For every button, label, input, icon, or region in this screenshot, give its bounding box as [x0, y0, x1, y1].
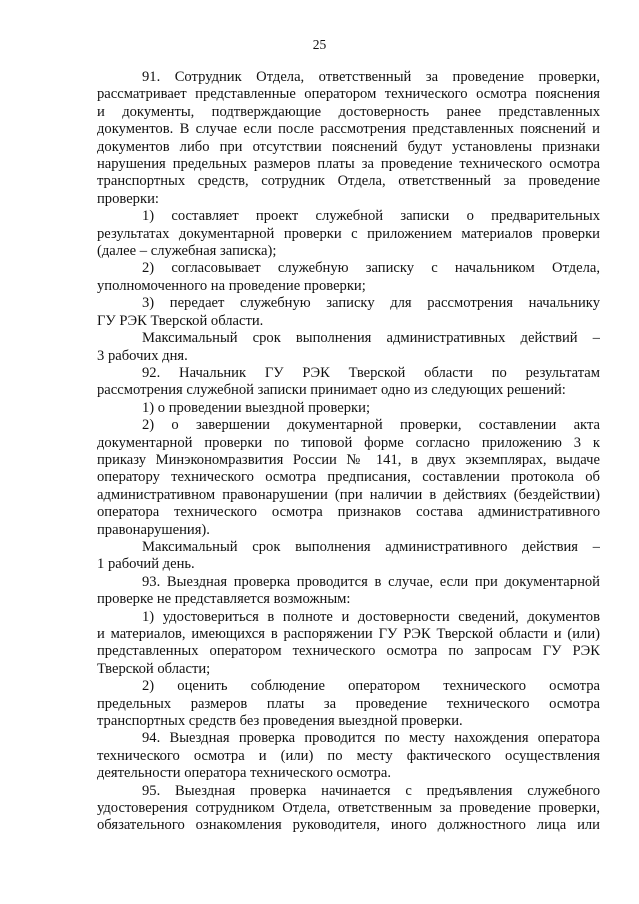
text-line: представленных оператором технического осмотра по запросам ГУ РЭК — [97, 643, 600, 660]
text-line: ГУ РЭК Тверской области. — [97, 312, 264, 329]
text-line: нарушения предельных размеров платы за проведение технического осмотра — [97, 156, 600, 173]
text-line: правонарушения). — [97, 521, 210, 538]
text-line: 91. Сотрудник Отдела, ответственный за проведение проверки, — [142, 69, 600, 85]
text-line: обязательного ознакомления руководителя, иного должностного лица или — [97, 817, 600, 834]
text-line: предельных размеров платы за проведение технического осмотра — [97, 695, 600, 712]
text-line: транспортных средств без проведения выездной проверки. — [97, 713, 463, 730]
text-line: результатах документарной проверки с приложением материалов проверки — [97, 225, 600, 242]
text-line: рассматривает представленные оператором технического осмотра пояснения — [97, 86, 600, 103]
text-line: и документы, подтверждающие достоверность ранее представленных — [97, 103, 600, 120]
text-line: 2) оценить соблюдение оператором технического осмотра — [142, 678, 600, 695]
text-line: проверке не представляется возможным: — [97, 591, 351, 608]
text-line: 3 рабочих дня. — [97, 347, 188, 364]
text-line: 1) удостовериться в полноте и достоверности сведений, документов — [142, 608, 600, 625]
text-line: рассмотрения служебной записки принимает одно из следующих решений: — [97, 382, 566, 399]
text-line: 95. Выездная проверка начинается с предъявления служебного — [142, 782, 600, 799]
text-line: (далее – служебная записка); — [97, 243, 277, 260]
text-line: Тверской области; — [97, 660, 211, 677]
text-line: 2) о завершении документарной проверки, составлении акта — [142, 417, 600, 434]
text-line: 3) передает служебную записку для рассмотрения начальнику — [142, 295, 600, 312]
text-line: транспортных средств, сотрудник Отдела, ответственный за проведение — [97, 173, 600, 190]
text-line: удостоверения сотрудником Отдела, ответственным за проведение проверки, — [97, 800, 600, 817]
text-line: 1) составляет проект служебной записки о предварительных — [142, 208, 600, 225]
text-line: и материалов, имеющихся в распоряжении ГУ РЭК Тверской области и (или) — [97, 626, 600, 642]
text-line: 1) о проведении выездной проверки; — [142, 399, 371, 416]
text-line: 92. Начальник ГУ РЭК Тверской области по результатам — [142, 364, 600, 381]
text-line: 93. Выездная проверка проводится в случае, если при документарной — [142, 573, 600, 590]
text-line: документов. В случае если после рассмотрения представленных пояснений и — [97, 121, 600, 138]
text-line: уполномоченного на проведение проверки; — [97, 277, 366, 294]
text-line: документов либо при отсутствии пояснений будут установлены признаки — [97, 138, 600, 155]
text-line: технического осмотра и (или) по месту фактического осуществления — [97, 747, 600, 764]
text-line: оператора технического осмотра признаков состава административного — [97, 504, 600, 521]
text-line: Максимальный срок выполнения административного действия – — [142, 538, 600, 555]
document-body — [97, 69, 600, 835]
text-line: Максимальный срок выполнения административных действий – — [142, 330, 600, 347]
text-line: 1 рабочий день. — [97, 556, 195, 573]
text-line: документарной проверки по типовой форме согласно приложению 3 к — [97, 434, 600, 451]
text-line: 2) согласовывает служебную записку с начальником Отдела, — [142, 260, 600, 277]
text-line: оператору технического осмотра предписания, составлении протокола об — [97, 469, 600, 486]
text-line: приказу Минэкономразвития России № 141, в двух экземплярах, выдаче — [97, 451, 600, 468]
text-line: 94. Выездная проверка проводится по месту нахождения оператора — [142, 730, 600, 747]
text-line: деятельности оператора технического осмотра. — [97, 765, 391, 782]
text-line: проверки: — [97, 190, 159, 207]
page-number: 25 — [312, 37, 327, 52]
text-line: административном правонарушении (при наличии в действиях (бездействии) — [97, 486, 600, 503]
